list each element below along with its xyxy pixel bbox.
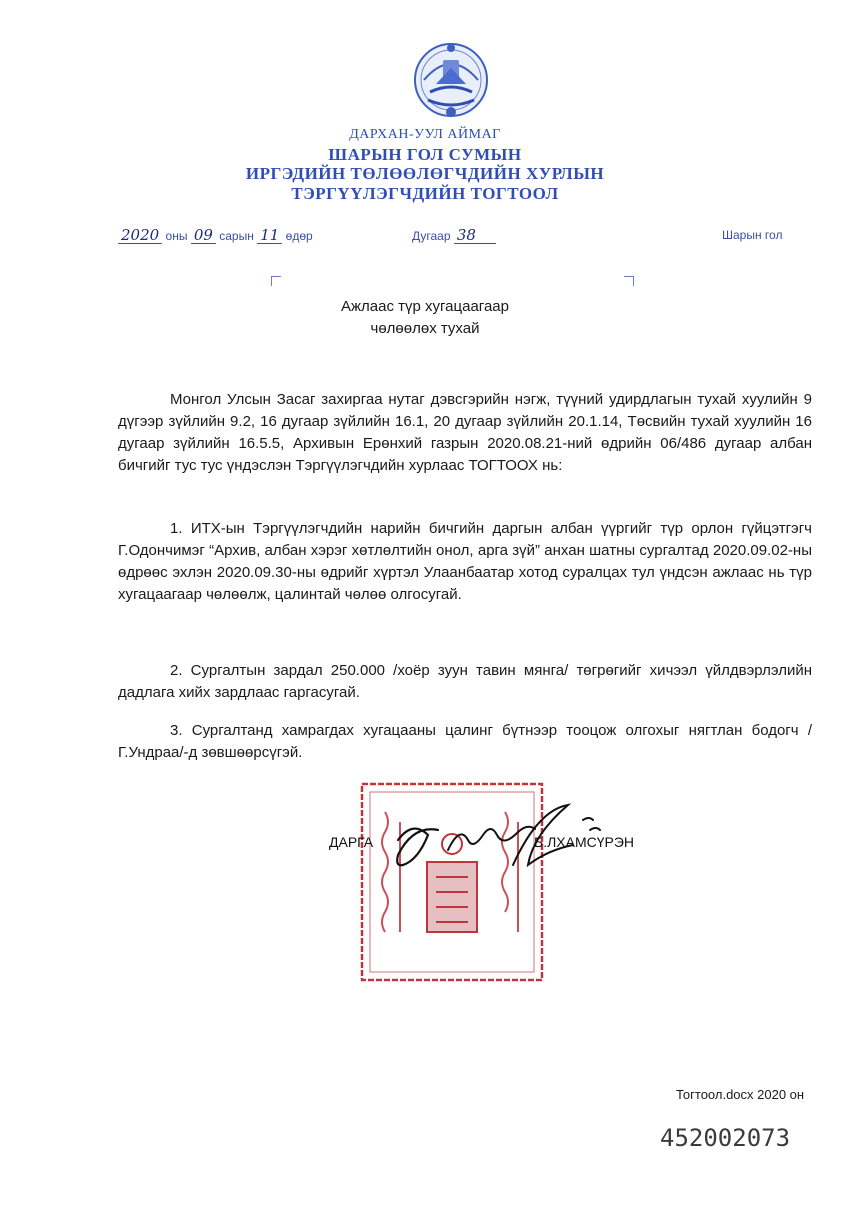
aimag-name: ДАРХАН-УУЛ АЙМАГ	[349, 127, 501, 142]
preamble-paragraph: Монгол Улсын Засаг захиргаа нутаг дэвсгэрийн нэгж, түүний удирдлагын тухай хуулийн 9 дүгээр зүйлийн 9.2, 16 дугаар зүйлийн 16.1, 20 дугаар зүйлийн 20.1.14, Төсвийн тухай хуулийн 16 дугаар зүйлийн 16.5.5, Архивын Ерөнхий газрын 2020.08.21-ний өдрийн 06/486 дугаар албан бичгийг тус тус үндэслэн Тэргүүлэгчдийн хурлаас ТОГТООХ нь:	[118, 391, 812, 474]
date-month: 09	[191, 228, 216, 244]
decree-date	[118, 228, 313, 244]
state-emblem-icon	[412, 40, 490, 122]
title-corner-right	[624, 276, 634, 286]
year-label: оны	[165, 229, 188, 243]
decree-number	[412, 228, 496, 244]
place-name: Шарын гол	[722, 228, 783, 242]
signatory-name: Б.ЛХАМСҮРЭН	[534, 834, 635, 850]
title-corner-left	[271, 276, 281, 286]
file-reference: Тогтоол.docx 2020 он	[676, 1087, 805, 1102]
signatory-title: ДАРГА	[329, 834, 374, 850]
document-title-line2: чөлөөлөх тухай	[370, 320, 480, 337]
day-label: өдөр	[285, 229, 313, 243]
date-year: 2020	[118, 228, 162, 244]
document-serial-number: 452002073	[660, 1124, 791, 1152]
sum-name: ШАРЫН ГОЛ СУМЫН	[328, 145, 522, 164]
council-name: ИРГЭДИЙН ТӨЛӨӨЛӨГЧДИЙН ХУРЛЫН	[245, 164, 605, 183]
date-day: 11	[257, 228, 282, 244]
resolution-item: 3. Сургалтанд хамрагдах хугацааны цалинг бүтнээр тооцож олгохыг нягтлан бодогч /Г.Ундраа/-д зөвшөөрсүгэй.	[118, 722, 812, 761]
number-label: Дугаар	[412, 229, 451, 243]
resolution-item: 1. ИТХ-ын Тэргүүлэгчдийн нарийн бичгийн даргын албан үүргийг түр орлон гүйцэтгэгч Г.Одончимэг “Архив, албан хэрэг хөтлөлтийн онол, арга зүй” анхан шатны сургалтад 2020.09.02-ны өдрөөс эхлэн 2020.09.30-ны өдрийг хүртэл Улаанбаатар хотод суралцах тул үндсэн ажлаас нь түр хугацаагаар чөлөөлж, цалинтай чөлөө олгосугай.	[118, 520, 812, 603]
decree-type: ТЭРГҮҮЛЭГЧДИЙН ТОГТООЛ	[291, 184, 559, 203]
number-value: 38	[454, 228, 496, 244]
resolution-item: 2. Сургалтын зардал 250.000 /хоёр зуун тавин мянга/ төгрөгийг хичээл үйлдвэрлэлийн дадлага хийх зардлаас гаргасугай.	[118, 662, 812, 701]
month-label: сарын	[219, 229, 254, 243]
document-title-line1: Ажлаас түр хугацаагаар	[341, 298, 509, 315]
